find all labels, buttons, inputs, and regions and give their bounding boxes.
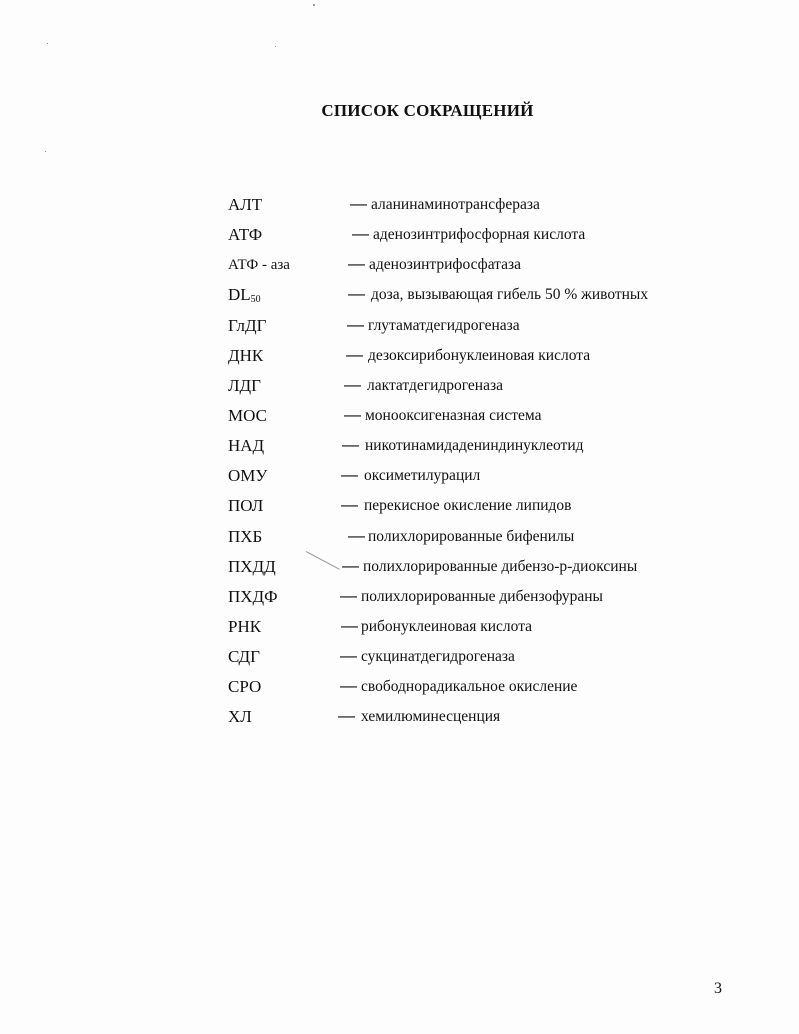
abbreviation-definition: никотинамидадениндинуклеотид [365, 437, 584, 455]
abbreviation-term: АТФ [228, 225, 263, 245]
abbreviation-row [228, 434, 748, 464]
abbreviation-term: РНК [228, 616, 262, 636]
abbreviation-definition: полихлорированные бифенилы [368, 527, 575, 545]
abbreviation-term: ЛДГ [228, 375, 261, 395]
abbreviation-definition: дезоксирибонуклеиновая кислота [368, 346, 591, 364]
abbreviation-row [228, 253, 748, 283]
abbreviation-term: ОМУ [228, 466, 268, 486]
abbreviation-term: ПОЛ [228, 496, 264, 516]
abbreviation-row [228, 675, 748, 705]
abbreviation-definition: перекисное окисление липидов [364, 497, 572, 515]
abbreviation-row [228, 464, 748, 494]
abbreviation-definition: хемилюминесценция [361, 708, 501, 726]
dash-separator: — [348, 284, 365, 304]
abbreviation-definition: оксиметилурацил [364, 467, 481, 485]
abbreviation-term: ГлДГ [228, 315, 267, 335]
abbreviation-row [228, 555, 748, 585]
abbreviation-term: ПХБ [228, 526, 263, 546]
page-number: 3 [714, 980, 722, 997]
abbreviation-definition: полихлорированные дибензо-р-диоксины [363, 557, 638, 575]
dash-separator: — [342, 555, 359, 575]
abbreviation-term: АТФ - аза [228, 257, 290, 274]
abbreviation-row [228, 223, 748, 253]
abbreviation-definition: глутаматдегидрогеназа [368, 316, 520, 334]
abbreviation-definition: лактатдегидрогеназа [367, 376, 503, 394]
abbreviation-definition: доза, вызывающая гибель 50 % животных [371, 286, 649, 304]
scan-speck [313, 4, 315, 6]
abbreviation-subscript: 50 [250, 294, 261, 306]
abbreviation-row [228, 344, 748, 374]
dash-separator: — [344, 404, 361, 424]
abbreviation-definition: сукцинатдегидрогеназа [361, 648, 515, 666]
abbreviation-definition: аденозинтрифосфатаза [369, 256, 522, 274]
abbreviation-row [228, 494, 748, 524]
dash-separator: — [341, 495, 358, 515]
abbreviation-definition: аланинаминотрансфераза [371, 196, 540, 213]
dash-separator: — [344, 374, 361, 394]
dash-separator: — [340, 676, 357, 696]
abbreviation-term: НАД [228, 436, 265, 456]
abbreviation-term: СРО [228, 677, 262, 697]
page-title: СПИСОК СОКРАЩЕНИЙ [321, 101, 534, 120]
dash-separator: — [338, 706, 355, 726]
scan-speck [47, 43, 48, 44]
abbreviation-term: ПХДД [228, 556, 276, 576]
abbreviation-term: ХЛ [228, 707, 252, 727]
scan-speck [275, 46, 276, 47]
abbreviation-definition: свободнорадикальное окисление [361, 678, 578, 696]
abbreviation-row [228, 615, 748, 645]
dash-separator: — [342, 435, 359, 455]
abbreviation-definition: монооксигеназная система [365, 406, 542, 424]
abbreviation-term: ПХДФ [228, 586, 278, 606]
abbreviation-row [228, 585, 748, 615]
dash-separator: — [348, 254, 365, 274]
abbreviation-term: ДНК [228, 345, 264, 365]
dash-separator: — [341, 615, 358, 635]
abbreviation-term: АЛТ [228, 195, 263, 214]
scan-speck [45, 151, 46, 152]
dash-separator: — [348, 525, 365, 545]
dash-separator: — [341, 465, 358, 485]
abbreviation-definition: рибонуклеиновая кислота [361, 617, 533, 635]
abbreviation-term: $DL_{50}$ [228, 285, 261, 306]
abbreviation-row [228, 525, 748, 555]
abbreviation-row [228, 374, 748, 404]
abbreviation-row [228, 193, 748, 223]
abbreviation-row [228, 645, 748, 675]
abbreviation-row [228, 314, 748, 344]
dash-separator: — [347, 314, 364, 334]
abbreviation-definition: полихлорированные дибензофураны [361, 587, 603, 605]
dash-separator: — [352, 224, 369, 244]
abbreviation-term: МОС [228, 405, 267, 425]
dash-separator: — [340, 646, 357, 666]
abbreviation-row [228, 404, 748, 434]
abbreviation-row [228, 283, 748, 313]
abbreviation-list [228, 193, 748, 736]
dash-separator: — [340, 585, 357, 605]
dash-separator: — [350, 194, 367, 213]
abbreviation-row [228, 705, 748, 735]
abbreviation-term: СДГ [228, 647, 260, 667]
dash-separator: — [346, 344, 363, 364]
abbreviation-definition: аденозинтрифосфорная кислота [373, 226, 586, 244]
